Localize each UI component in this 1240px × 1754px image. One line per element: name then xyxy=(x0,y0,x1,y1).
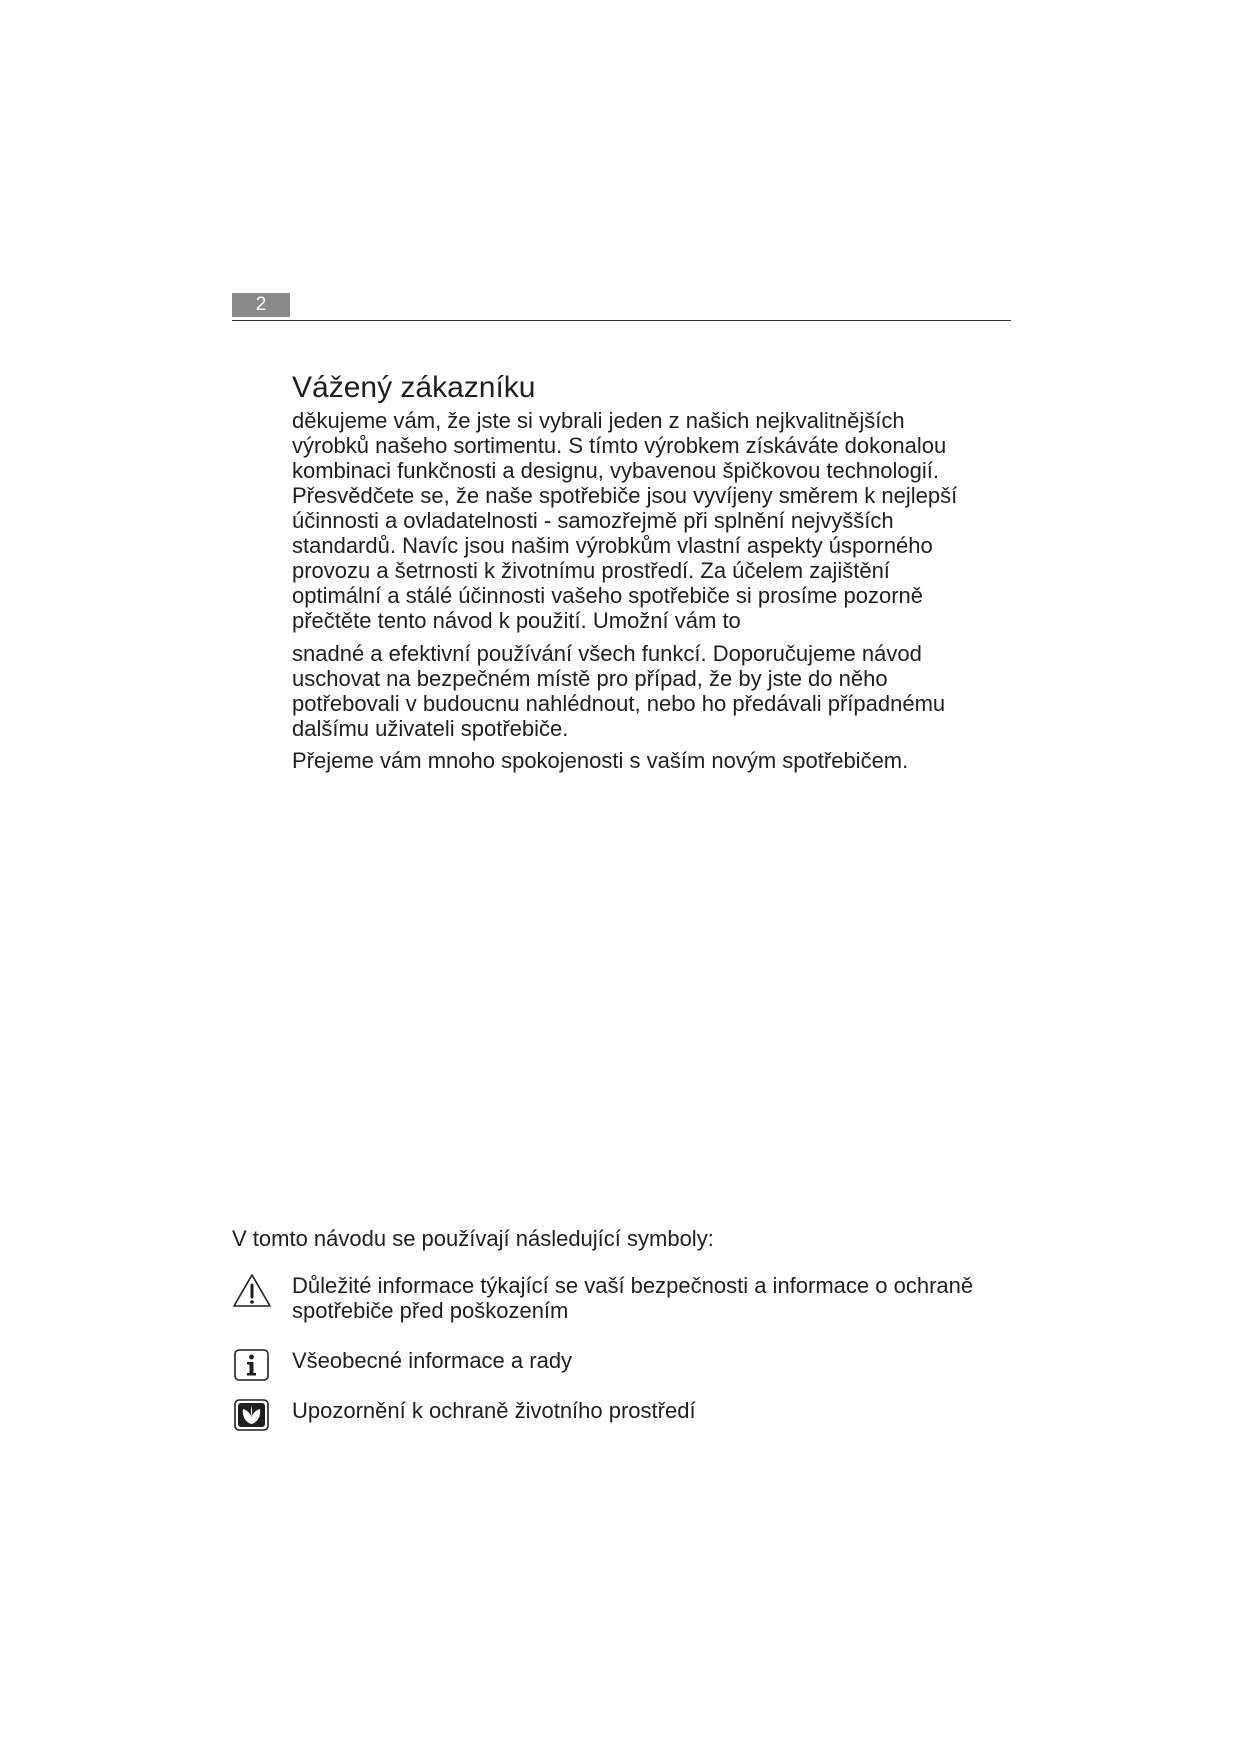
text-line: potřebovali v budoucnu nahlédnout, nebo ho předávali případnému xyxy=(292,691,946,716)
symbol-row-environment xyxy=(232,1398,1012,1434)
intro-paragraph-2 xyxy=(292,641,1012,741)
intro-paragraph-1 xyxy=(292,408,1012,633)
greeting-heading: Vážený zákazníku xyxy=(292,371,536,404)
text-line: výrobků našeho sortimentu. S tímto výrobkem získáváte dokonalou xyxy=(292,433,947,458)
text-line: děkujeme vám, že jste si vybrali jeden z našich nejkvalitnějších xyxy=(292,408,905,433)
text-line: spotřebiče před poškozením xyxy=(292,1298,569,1323)
symbol-description xyxy=(292,1273,973,1323)
symbol-row-safety xyxy=(232,1273,1012,1333)
text-line: optimální a stálé účinnosti vašeho spotřebiče si prosíme pozorně xyxy=(292,583,924,608)
text-line: dalšímu uživateli spotřebiče. xyxy=(292,716,569,741)
intro-text xyxy=(292,408,1012,773)
text-line: Všeobecné informace a rady xyxy=(292,1348,573,1373)
symbol-description xyxy=(292,1398,696,1423)
text-line: Důležité informace týkající se vaší bezpečnosti a informace o ochraně xyxy=(292,1273,974,1298)
page-number: 2 xyxy=(232,293,290,317)
symbol-row-info xyxy=(232,1348,1012,1384)
text-line: účinnosti a ovladatelnosti - samozřejmě při splnění nejvyšších xyxy=(292,508,894,533)
text-line: přečtěte tento návod k použití. Umožní vám to xyxy=(292,608,741,633)
info-icon xyxy=(232,1348,272,1384)
intro-paragraph-3 xyxy=(292,748,1012,773)
text-line: Upozornění k ochraně životního prostředí xyxy=(292,1398,696,1423)
text-line: standardů. Navíc jsou našim výrobkům vlastní aspekty úsporného xyxy=(292,533,933,558)
text-line: snadné a efektivní používání všech funkcí. Doporučujeme návod xyxy=(292,641,922,666)
text-line: kombinaci funkčnosti a designu, vybavenou špičkovou technologií. xyxy=(292,458,939,483)
environment-icon xyxy=(232,1398,272,1434)
symbol-description xyxy=(292,1348,572,1373)
header-rule xyxy=(232,320,1011,321)
text-line: Přejeme vám mnoho spokojenosti s vaším novým spotřebičem. xyxy=(292,748,909,773)
text-line: provozu a šetrnosti k životnímu prostředí. Za účelem zajištění xyxy=(292,558,890,583)
text-line: Přesvědčete se, že naše spotřebiče jsou vyvíjeny směrem k nejlepší xyxy=(292,483,958,508)
warning-triangle-icon xyxy=(232,1273,272,1309)
symbols-heading: V tomto návodu se používají následující symboly: xyxy=(232,1226,714,1251)
text-line: uschovat na bezpečném místě pro případ, že by jste do něho xyxy=(292,666,888,691)
